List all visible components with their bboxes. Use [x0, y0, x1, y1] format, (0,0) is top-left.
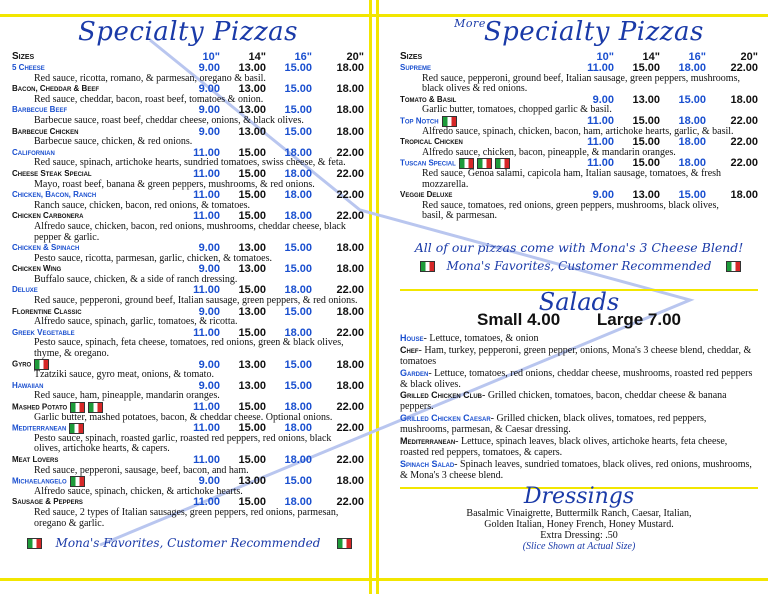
left-menu-column [12, 0, 364, 550]
pizza-description: Red sauce, ricotta, romano, & parmesan, oregano & basil. [34, 72, 266, 84]
price-20: 22.00 [336, 284, 364, 297]
pizza-description: Red sauce, ham, pineapple, mandarin oranges. [34, 390, 220, 402]
price-10: 9.00 [198, 358, 220, 371]
favorites-legend [12, 536, 364, 550]
pizza-name-text: Sausage & Peppers [12, 497, 83, 507]
pizza-name-text: Veggie Deluxe [400, 190, 453, 200]
price-20: 18.00 [336, 104, 364, 117]
price-10: 11.00 [193, 167, 220, 180]
price-20: 18.00 [336, 242, 364, 255]
price-10: 9.00 [592, 189, 614, 202]
salad-description: - Lettuce, tomatoes, red onions, cheddar cheese, mushrooms, roasted red peppers & black olives. [400, 367, 753, 390]
pizza-row [400, 63, 758, 74]
title-text: Specialty Pizzas [483, 17, 704, 47]
salad-list [400, 333, 758, 482]
italian-flag-icon [420, 261, 435, 272]
price-10: 11.00 [193, 422, 220, 435]
pizza-name-text: Barbecue Beef [12, 105, 68, 115]
price-16: 15.00 [284, 358, 312, 371]
price-20: 18.00 [336, 475, 364, 488]
salad-description: - Grilled chicken, black olives, tomatoes, red peppers, mushrooms, parmesan, & Caesar dressing. [400, 413, 707, 436]
pizza-name-text: Tuscan Special [400, 158, 456, 168]
price-20: 18.00 [730, 189, 758, 202]
size-20: 20" [740, 51, 758, 63]
price-10: 11.00 [587, 114, 614, 127]
price-20: 18.00 [336, 305, 364, 318]
price-10: 11.00 [193, 189, 220, 202]
dressings-title: Dressings [523, 483, 635, 509]
pizza-description: Alfredo sauce, spinach, garlic, tomatoes, & ricotta. [34, 316, 238, 328]
price-10: 11.00 [193, 284, 220, 297]
sizes-label: Sizes [400, 51, 423, 62]
salad-item [400, 333, 758, 345]
price-10: 11.00 [193, 453, 220, 466]
pizza-row [12, 63, 364, 74]
italian-flag-icon [27, 538, 42, 549]
salad-small-price: Small 4.00 [476, 309, 561, 329]
size-20: 20" [346, 51, 364, 63]
price-16: 18.00 [678, 157, 706, 170]
price-16: 18.00 [284, 401, 312, 413]
price-14: 15.00 [238, 422, 266, 435]
pizza-description: Red sauce, pepperoni, ground beef, Italian sausage, green peppers, mushrooms, [422, 72, 740, 84]
price-14: 15.00 [632, 157, 660, 170]
price-10: 9.00 [198, 83, 220, 96]
price-20: 22.00 [336, 210, 364, 223]
pizza-name-text: Chicken Carbonera [12, 211, 84, 221]
pizza-description: Garlic butter, mashed potatoes, bacon, & cheddar cheese. Optional onions. [34, 411, 333, 423]
pizza-description: Red sauce, pepperoni, sausage, beef, bacon, and ham. [34, 464, 249, 476]
price-14: 15.00 [632, 62, 660, 74]
price-16: 18.00 [284, 326, 312, 339]
pizza-description: Ranch sauce, chicken, bacon, red onions, & tomatoes. [34, 199, 251, 211]
price-10: 9.00 [198, 305, 220, 318]
price-20: 22.00 [730, 114, 758, 127]
more-pizza-list [400, 63, 758, 222]
price-14: 13.00 [632, 93, 660, 106]
pizza-description: oregano & garlic. [34, 517, 105, 529]
pizza-description: mozzarella. [422, 178, 469, 190]
pizza-name-text: Tropical Chicken [400, 137, 463, 147]
price-14: 13.00 [238, 305, 266, 318]
price-20: 22.00 [336, 167, 364, 180]
price-10: 9.00 [198, 475, 220, 488]
price-16: 18.00 [284, 284, 312, 297]
salad-name: House [400, 332, 424, 343]
price-16: 15.00 [284, 379, 312, 392]
specialty-pizzas-title: Specialty Pizzas [78, 17, 298, 47]
pizza-description: Alfredo sauce, spinach, chicken, & artichoke hearts. [34, 485, 243, 497]
price-14: 15.00 [238, 210, 266, 223]
price-20: 18.00 [730, 93, 758, 106]
price-20: 18.00 [336, 62, 364, 74]
salad-name: Mediterranean [400, 436, 456, 447]
price-10: 11.00 [193, 326, 220, 339]
price-14: 13.00 [238, 263, 266, 276]
pizza-name-text: Greek Vegetable [12, 327, 75, 337]
size-16: 16" [688, 51, 706, 63]
salad-description: - Grilled chicken, tomatoes, bacon, cheddar cheese & banana peppers. [400, 390, 727, 413]
pizza-row [12, 402, 364, 413]
price-14: 15.00 [632, 136, 660, 149]
price-14: 15.00 [238, 146, 266, 159]
pizza-description: pepper & garlic. [34, 231, 100, 243]
price-14: 13.00 [238, 125, 266, 138]
price-20: 18.00 [336, 83, 364, 96]
pizza-name-text: Barbecue Chicken [12, 126, 79, 136]
pizza-name-text: Top Notch [400, 116, 439, 126]
price-10: 11.00 [193, 496, 220, 509]
price-14: 13.00 [238, 379, 266, 392]
price-20: 18.00 [336, 358, 364, 371]
price-10: 11.00 [193, 210, 220, 223]
price-14: 15.00 [238, 326, 266, 339]
price-20: 18.00 [336, 263, 364, 276]
extra-dressing-price: Extra Dressing: .50 [540, 529, 618, 541]
price-10: 11.00 [587, 136, 614, 149]
pizza-description: olives, artichoke hearts, & capers. [34, 443, 170, 455]
price-10: 9.00 [198, 242, 220, 255]
salad-name: Spinach Salad [400, 458, 455, 469]
pizza-name-text: Mediterranean [12, 423, 67, 433]
dressing-list [400, 508, 758, 552]
price-14: 13.00 [632, 189, 660, 202]
price-20: 18.00 [336, 379, 364, 392]
price-16: 15.00 [284, 305, 312, 318]
salad-description: - Ham, turkey, pepperoni, green pepper, onions, Mona's 3 cheese blend, cheddar, & tomatoes [400, 344, 752, 367]
price-16: 18.00 [678, 114, 706, 127]
pizza-name-text: Mashed Potato [12, 402, 68, 412]
price-16: 18.00 [284, 453, 312, 466]
size-14: 14" [248, 51, 266, 63]
salad-large-price: Large 7.00 [596, 309, 681, 329]
favorites-legend [400, 259, 758, 273]
price-14: 13.00 [238, 104, 266, 117]
price-14: 13.00 [238, 83, 266, 96]
price-20: 22.00 [730, 136, 758, 149]
italian-flag-icon [726, 261, 741, 272]
right-menu-column [400, 0, 758, 552]
pizza-name-text: Florentine Classic [12, 306, 82, 316]
pizza-description: Alfredo sauce, spinach, chicken, bacon, ham, artichoke hearts, garlic, & basil. [422, 125, 734, 137]
price-14: 15.00 [238, 189, 266, 202]
salad-name: Grilled Chicken Caesar [400, 413, 491, 424]
more-specialty-pizzas-title [400, 17, 758, 47]
size-10: 10" [596, 51, 614, 63]
pizza-name-text: Michaelangelo [12, 476, 67, 486]
favorites-text: Mona's Favorites, Customer Recommended [55, 536, 321, 551]
pizza-description: Alfredo sauce, chicken, bacon, red onions, mushrooms, cheddar cheese, black [34, 220, 346, 232]
price-14: 15.00 [632, 114, 660, 127]
price-20: 18.00 [336, 125, 364, 138]
salad-item [400, 413, 758, 436]
price-14: 13.00 [238, 475, 266, 488]
pizza-description: Buffalo sauce, chicken, & a side of ranch dressing. [34, 273, 238, 285]
price-14: 15.00 [238, 167, 266, 180]
price-16: 18.00 [678, 136, 706, 149]
pizza-name-text: Chicken Wing [12, 264, 62, 274]
price-16: 18.00 [284, 210, 312, 223]
favorites-text: Mona's Favorites, Customer Recommended [446, 258, 712, 273]
salad-description: - Lettuce, spinach leaves, black olives, artichoke hearts, feta cheese, roasted red peppers, tomatoes, & capers. [400, 436, 728, 458]
pizza-name [12, 455, 174, 466]
price-10: 9.00 [198, 263, 220, 276]
pizza-description: Red sauce, tomatoes, red onions, green peppers, mushrooms, black olives, [422, 199, 719, 211]
salad-item [400, 345, 758, 368]
pizza-description: Red sauce, spinach, artichoke hearts, sundried tomatoes, swiss cheese, & feta. [34, 157, 346, 169]
pizza-description: Pesto sauce, ricotta, parmesan, garlic, chicken, & tomatoes. [34, 252, 272, 264]
price-10: 9.00 [198, 104, 220, 117]
price-10: 9.00 [198, 62, 220, 74]
more-label: More [454, 17, 486, 30]
pizza-name-text: Deluxe [12, 285, 38, 295]
salad-item [400, 436, 758, 459]
pizza-description: Red sauce, 2 types of Italian sausages, green peppers, red onions, parmesan, [34, 506, 339, 518]
price-20: 22.00 [336, 422, 364, 435]
price-16: 15.00 [284, 62, 312, 74]
price-20: 22.00 [336, 401, 364, 413]
price-20: 22.00 [336, 146, 364, 159]
pizza-description: black olives & red onions. [422, 83, 528, 95]
pizza-name-text: Cheese Steak Special [12, 168, 92, 178]
cheese-blend-note: All of our pizzas come with Mona's 3 Cheese Blend! [414, 239, 744, 255]
salad-item [400, 390, 758, 413]
pizza-description: Barbecue sauce, roast beef, cheddar cheese, onions, & black olives. [34, 114, 304, 126]
price-20: 22.00 [336, 189, 364, 202]
pizza-description: basil, & parmesan. [422, 210, 497, 222]
price-10: 11.00 [193, 146, 220, 159]
price-16: 15.00 [678, 93, 706, 106]
price-20: 22.00 [336, 496, 364, 509]
size-10: 10" [202, 51, 220, 63]
price-16: 15.00 [284, 125, 312, 138]
pizza-row [12, 169, 364, 180]
pizza-name-text: Bacon, Cheddar & Beef [12, 84, 100, 94]
price-20: 22.00 [336, 453, 364, 466]
pizza-description: Barbecue sauce, chicken, & red onions. [34, 136, 193, 148]
pizza-description: Garlic butter, tomatoes, chopped garlic & basil. [422, 104, 612, 116]
pizza-name-text: Californian [12, 147, 55, 157]
pizza-description: Mayo, roast beef, banana & green peppers, mushrooms, & red onions. [34, 178, 315, 190]
price-20: 22.00 [730, 62, 758, 74]
size-14: 14" [642, 51, 660, 63]
price-16: 15.00 [284, 263, 312, 276]
pizza-name-text: Chicken, Bacon, Ranch [12, 190, 97, 200]
price-16: 18.00 [284, 167, 312, 180]
italian-flag-icon [337, 538, 352, 549]
pizza-description: Red sauce, Genoa salami, capicola ham, Italian sausage, tomatoes, & fresh [422, 167, 722, 179]
pizza-description: Pesto sauce, spinach, roasted garlic, roasted red peppers, red onions, black [34, 432, 332, 444]
pizza-name-text: Meat Lovers [12, 454, 59, 464]
dressing-line: Basalmic Vinaigrette, Buttermilk Ranch, Caesar, Italian, [466, 507, 692, 519]
pizza-name-text: Gyro [12, 359, 32, 369]
price-16: 15.00 [284, 475, 312, 488]
size-16: 16" [294, 51, 312, 63]
pizza-name-text: Chicken & Spinach [12, 243, 80, 253]
price-10: 11.00 [587, 157, 614, 170]
price-14: 13.00 [238, 62, 266, 74]
price-16: 15.00 [678, 189, 706, 202]
pizza-name-text: Hawaiian [12, 380, 44, 390]
price-10: 9.00 [198, 379, 220, 392]
price-16: 18.00 [284, 496, 312, 509]
pizza-description: Tzatziki sauce, gyro meat, onions, & tomato. [34, 369, 214, 381]
salad-item [400, 368, 758, 391]
price-14: 15.00 [238, 496, 266, 509]
salad-description: - Lettuce, tomatoes, & onion [423, 332, 539, 344]
pizza-name [12, 169, 174, 180]
pizza-list [12, 63, 364, 529]
dressing-line: Golden Italian, Honey French, Honey Mustard. [484, 518, 674, 530]
price-20: 22.00 [336, 326, 364, 339]
pizza-description: Red sauce, cheddar, bacon, roast beef, tomatoes & onion. [34, 93, 264, 105]
pizza-name-text: 5 Cheese [12, 63, 45, 72]
pizza-name [12, 63, 174, 74]
pizza-description: Red sauce, pepperoni, ground beef, Italian sausage, green peppers, & red onions. [34, 295, 358, 307]
salad-item [400, 459, 758, 482]
price-14: 15.00 [238, 401, 266, 413]
sizes-label: Sizes [12, 51, 35, 62]
salad-name: Garden [400, 367, 429, 378]
price-14: 13.00 [238, 358, 266, 371]
pizza-description: thyme, & oregano. [34, 348, 109, 360]
salad-name: Chef [400, 344, 419, 355]
slice-size-note: (Slice Shown at Actual Size) [522, 540, 636, 552]
price-10: 11.00 [587, 62, 614, 74]
pizza-row [400, 116, 758, 127]
salads-title: Salads [538, 287, 620, 316]
salad-description: - Spinach leaves, sundried tomatoes, black olives, red onions, mushrooms, & Mona's 3 cheese blend. [400, 458, 752, 481]
salad-name: Grilled Chicken Club [400, 390, 482, 401]
price-14: 13.00 [238, 242, 266, 255]
price-16: 18.00 [284, 422, 312, 435]
price-14: 15.00 [238, 284, 266, 297]
pizza-name-text: Tomato & Basil [400, 94, 457, 104]
price-10: 9.00 [592, 93, 614, 106]
pizza-name [400, 63, 568, 74]
salad-sizes [400, 310, 758, 330]
price-20: 22.00 [730, 157, 758, 170]
pizza-description: Alfredo sauce, chicken, bacon, pineapple, & mandarin oranges. [422, 146, 676, 158]
price-14: 15.00 [238, 453, 266, 466]
price-16: 15.00 [284, 104, 312, 117]
price-16: 18.00 [284, 146, 312, 159]
price-16: 15.00 [284, 83, 312, 96]
price-16: 18.00 [284, 189, 312, 202]
pizza-description: Pesto sauce, spinach, feta cheese, tomatoes, red onions, green & black olives, [34, 337, 344, 349]
price-16: 15.00 [284, 242, 312, 255]
price-10: 11.00 [193, 401, 220, 413]
price-10: 9.00 [198, 125, 220, 138]
pizza-row [12, 455, 364, 466]
pizza-name-text: Supreme [400, 63, 432, 72]
price-16: 18.00 [678, 62, 706, 74]
